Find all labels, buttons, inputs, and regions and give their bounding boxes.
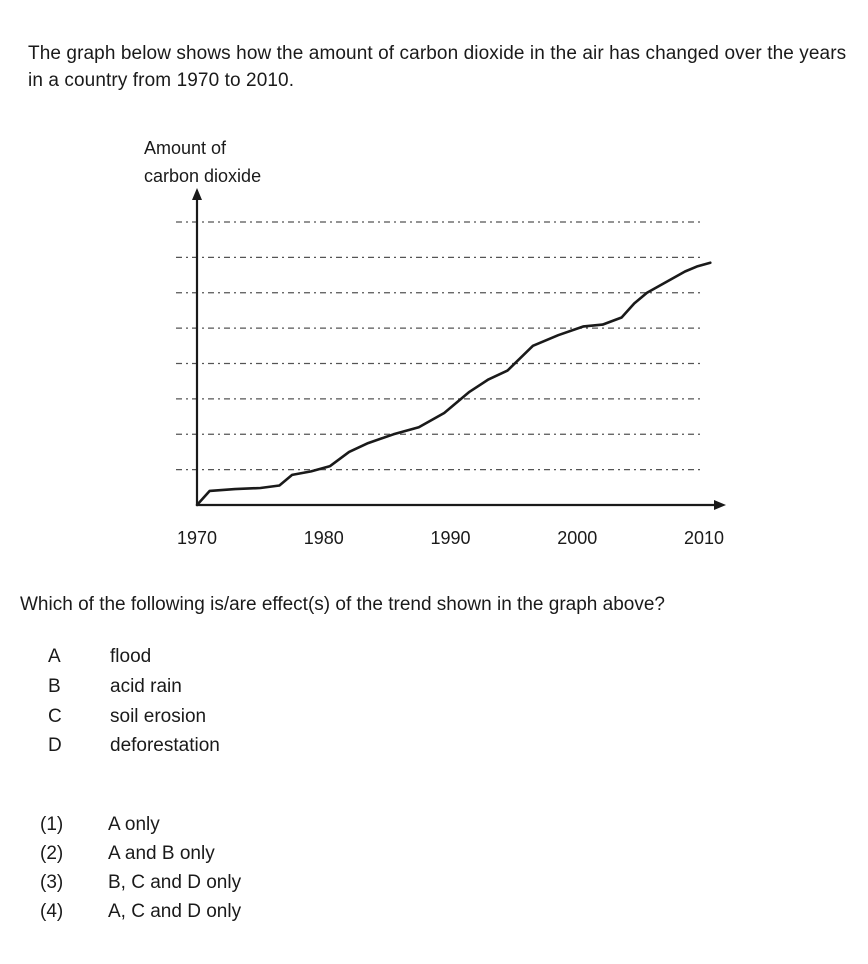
co2-line-chart: [0, 130, 868, 560]
option-text: deforestation: [110, 735, 220, 756]
co2-series-line: [197, 263, 710, 505]
answer-number: (1): [40, 814, 64, 835]
option-text: flood: [110, 646, 152, 667]
axes: [192, 188, 726, 510]
x-tick-label: 1990: [430, 528, 471, 548]
answer-text: A and B only: [108, 843, 215, 864]
answer-number: (3): [40, 872, 64, 893]
option-letter: A: [48, 646, 61, 667]
option-letter: B: [48, 676, 61, 697]
y-axis-label-line2: carbon dioxide: [144, 166, 262, 186]
y-axis-label-line1: Amount of: [144, 138, 227, 158]
option-letter: C: [48, 706, 62, 727]
x-axis-arrow: [714, 500, 726, 510]
intro-text: The graph below shows how the amount of carbon dioxide in the air has changed over the years in a country from 1970 to 2010.: [28, 43, 847, 91]
answer-number: (2): [40, 843, 64, 864]
gridlines: [176, 222, 704, 470]
option-text: soil erosion: [110, 706, 207, 727]
answer-number: (4): [40, 901, 64, 922]
answer-text: B, C and D only: [108, 872, 242, 893]
x-tick-label: 1970: [176, 528, 218, 548]
chart-canvas: [0, 130, 868, 560]
x-tick-label: 2000: [557, 528, 598, 548]
option-text: acid rain: [110, 676, 182, 697]
x-tick-label: 2010: [683, 528, 725, 548]
option-letter: D: [48, 735, 62, 756]
x-tick-labels: [177, 528, 724, 548]
series: [197, 263, 710, 505]
answer-text: A, C and D only: [108, 901, 242, 922]
x-tick-label: 1980: [303, 528, 344, 548]
answer-text: A only: [108, 814, 160, 835]
question-text: Which of the following is/are effect(s) of the trend shown in the graph above?: [20, 594, 665, 615]
y-axis-arrow: [192, 188, 202, 200]
